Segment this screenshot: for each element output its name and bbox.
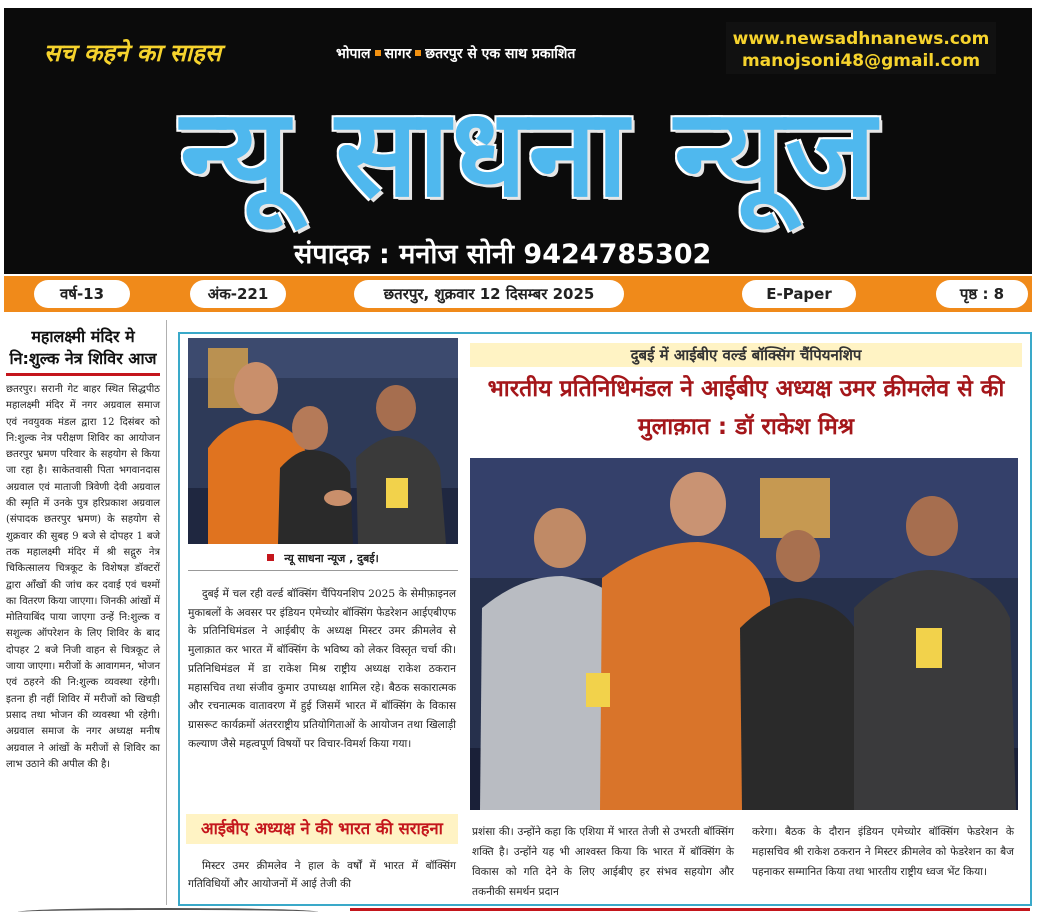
epaper-badge: E-Paper [742, 280, 856, 308]
editor-line: संपादक : मनोज सोनी 9424785302 [294, 239, 712, 270]
editions-line [336, 44, 575, 63]
email-text: manojsoni48@gmail.com [741, 51, 981, 71]
website-text: www.newsadhnanews.com [732, 29, 990, 49]
article-headline: भारतीय प्रतिनिधिमंडल ने आईबीए अध्यक्ष उमर क्रीमलेव से की मुलाक़ात : डॉ राकेश मिश्र [487, 376, 1005, 440]
main-article-sub-body: मिस्टर उमर क्रीमलेव ने हाल के वर्षों में भारत में बॉक्सिंग गतिविधियों और आयोजनों में आई तेजी की [188, 860, 456, 890]
bullet-square-icon [267, 554, 274, 561]
issue-info-bar [4, 276, 1032, 312]
newspaper-title: न्यू साधना न्यूज [180, 82, 878, 224]
left-article-heading: महालक्ष्मी मंदिर मे नि:शुल्क नेत्र शिविर आज [6, 326, 160, 376]
bullet-square-icon [375, 50, 381, 56]
edition-sagar: सागर [384, 46, 412, 62]
delegation-photo [470, 458, 1018, 810]
bullet-square-icon [415, 50, 421, 56]
edition-bhopal: भोपाल [336, 46, 371, 62]
tagline: सच कहने का साहस [44, 39, 222, 67]
left-article [6, 326, 160, 773]
article-column-3: करेगा। बैठक के दौरान इंडियन एमेच्योर बॉक्सिंग फेडरेशन के महासचिव श्री राकेश ठकरान ने मिस्टर क्रीमलेव को फेडरेशन का बैज पहनाकर सम्मानित किया तथा भारतीय राष्ट्रीय ध्वज भेंट किया। [752, 826, 1014, 878]
year-badge: वर्ष-13 [34, 280, 130, 308]
article-kicker: दुबई में आईबीए वर्ल्ड बॉक्सिंग चैंपियनशिप [470, 343, 1022, 367]
meeting-photo [188, 338, 458, 544]
caption-divider [188, 570, 458, 571]
left-article-body: छतरपुर। सरानी गेट बाहर स्थित सिद्धपीठ महालक्ष्मी मंदिर में नगर अग्रवाल समाज एवं नवयुवक मंडल द्वारा 12 दिसंबर को नि:शुल्क नेत्र परीक्षण शिविर का आयोजन छतरपुर भ्रमण परिवार के सहयोग से किया जा रहा है। साकेतवासी पिता भगवानदास अग्रवाल एवं माताजी त्रिवेणी देवी अग्रवाल की स्मृति में उनके पुत्र हरिप्रकाश अग्रवाल (संपादक छतरपुर भ्रमण) के सहयोग से शुक्रवार की सुबह 9 बजे से दोपहर 1 बजे तक महालक्ष्मी मंदिर में श्री सद्गुरु नेत्र चिकित्सालय चित्रकूट के विशेषज्ञ डॉक्टरों द्वारा आँखों की जांच कर दवाई एवं चश्मों का वितरण किया जाएगा। जिनकी आंखों में मोतियाबिंद पाया जाएगा उन्हें नि:शुल्क व सशुल्क ऑपरेशन के लिए शिविर के बाद दोपहर 2 बजे निजी वाहन से चित्रकूट ले जाया जाएगा। मरीजों के आवागमन, भोजन एवं ठहरने की नि:शुल्क व्यवस्था रहेगी। इतना ही नहीं शिविर में मरीजों को खिचड़ी प्रसाद तथा भोजन की व्यवस्था भी रहेगी। अग्रवाल समाज के नगर अध्यक्ष मनीष अग्रवाल ने आंखों के मरीजों से शिविर का लाभ उठाने की अपील की है। [6, 384, 160, 770]
main-article-body: दुबई में चल रही वर्ल्ड बॉक्सिंग चैंपियनशिप 2025 के सेमीफ़ाइनल मुकाबलों के अवसर पर इंडियन एमेच्योर बॉक्सिंग फेडरेशन आईएबीएफ के प्रतिनिधिमंडल ने आईबीए के अध्यक्ष मिस्टर उमर क्रीमलेव से मुलाक़ात कर भारत में बॉक्सिंग के भविष्य को लेकर विस्तृत चर्चा की। प्रतिनिधिमंडल में डा राकेश मिश्र राष्ट्रीय अध्यक्ष राकेश ठकरान महासचिव तथा संजीव कुमार उपाध्यक्ष शामिल रहे। बैठक सकारात्मक और रचनात्मक वातावरण में हुई जिसमें भारत में बॉक्सिंग के विकास ग्रासरूट कार्यक्रमों अंतरराष्ट्रीय प्रतियोगिताओं के आयोजन तथा खिलाड़ी कल्याण जैसे महत्वपूर्ण विषयों पर विचार-विमर्श किया गया। [188, 588, 456, 750]
page-badge: पृष्ठ : 8 [936, 280, 1028, 308]
main-article-subheading: आईबीए अध्यक्ष ने की भारत की सराहना [186, 814, 458, 844]
contact-box [726, 22, 996, 74]
bottom-rule [350, 908, 1030, 911]
issue-badge: अंक-221 [190, 280, 286, 308]
article-column-2: प्रशंसा की। उन्होंने कहा कि एशिया में भारत तेजी से उभरती बॉक्सिंग शक्ति है। उन्होंने यह भी आश्वस्त किया कि भारत में बॉक्सिंग के विकास को गति देने के लिए आईबीए हर संभव सहयोग और तकनीकी समर्थन प्रदान [472, 826, 734, 898]
photo-caption: न्यू साधना न्यूज , दुबई। [188, 551, 458, 566]
edition-chhatarpur: छतरपुर से एक साथ प्रकाशित [425, 46, 576, 62]
dateline-badge: छतरपुर, शुक्रवार 12 दिसम्बर 2025 [354, 280, 624, 308]
masthead [4, 8, 1032, 274]
column-divider [166, 320, 167, 905]
